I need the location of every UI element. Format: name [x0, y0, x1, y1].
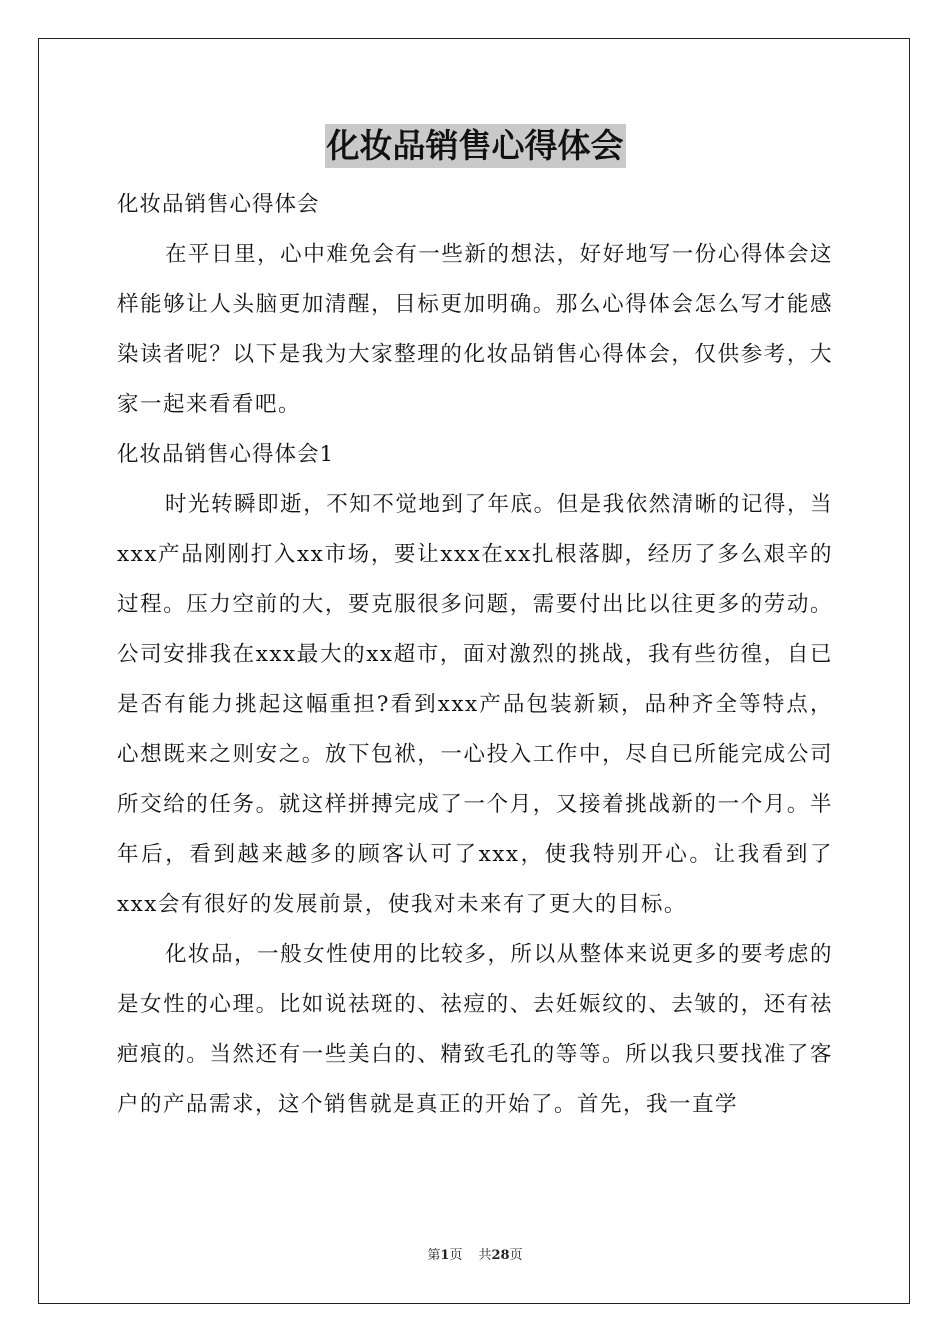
body-paragraph: 化妆品，一般女性使用的比较多，所以从整体来说更多的要考虑的是女性的心理。比如说祛斑的、祛痘的、去妊娠纹的、去皱的，还有祛疤痕的。当然还有一些美白的、精致毛孔的等等。所以我只要找准了客户的产品需求，这个销售就是真正的开始了。首先，我一直学 — [117, 942, 833, 1117]
body-paragraph: 时光转瞬即逝，不知不觉地到了年底。但是我依然清晰的记得，当xxx产品刚刚打入xx市场，要让xxx在xx扎根落脚，经历了多么艰辛的过程。压力空前的大，要克服很多问题，需要付出比以往更多的劳动。公司安排我在xxx最大的xx超市，面对激烈的挑战，我有些彷徨，自已是否有能力挑起这幅重担?看到xxx产品包装新颖，品种齐全等特点，心想既来之则安之。放下包袱，一心投入工作中，尽自已所能完成公司所交给的任务。就这样拼搏完成了一个月，又接着挑战新的一个月。半年后，看到越来越多的顾客认可了xxx，使我特别开心。让我看到了xxx会有很好的发展前景，使我对未来有了更大的目标。 — [117, 492, 833, 917]
document-body — [117, 180, 833, 1130]
page-total: 共28页 — [478, 1248, 523, 1263]
body-paragraph: 在平日里，心中难免会有一些新的想法，好好地写一份心得体会这样能够让人头脑更加清醒，目标更加明确。那么心得体会怎么写才能感染读者呢？以下是我为大家整理的化妆品销售心得体会，仅供参考，大家一起来看看吧。 — [117, 242, 833, 417]
page-number: 第1页 — [427, 1248, 463, 1263]
page-footer — [0, 1247, 950, 1265]
section-heading: 化妆品销售心得体会1 — [117, 442, 335, 467]
section-heading: 化妆品销售心得体会 — [117, 192, 320, 217]
title-container — [0, 124, 950, 168]
document-title: 化妆品销售心得体会 — [325, 124, 626, 168]
